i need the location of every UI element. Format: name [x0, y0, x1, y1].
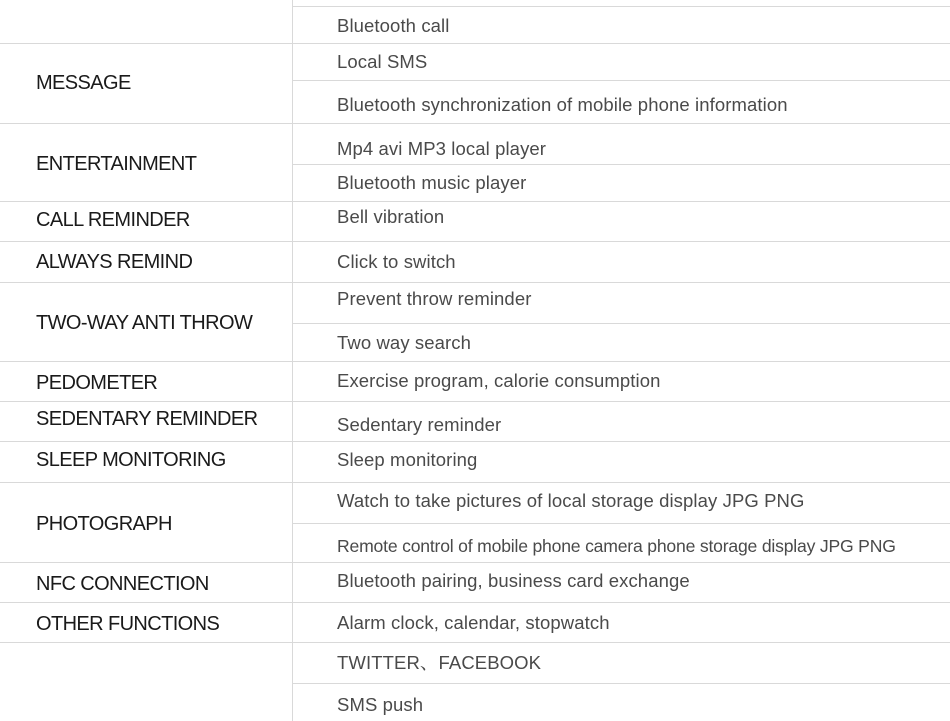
feature-label-always-remind: ALWAYS REMIND: [36, 251, 193, 273]
feature-detail: Two way search: [337, 332, 472, 353]
row-divider: [292, 523, 950, 524]
feature-label-two-way-anti-throw: TWO-WAY ANTI THROW: [36, 312, 253, 334]
row-divider: [292, 323, 950, 324]
row-divider: [0, 43, 950, 44]
feature-detail: Watch to take pictures of local storage display JPG PNG: [337, 490, 805, 511]
feature-label-sleep-monitoring: SLEEP MONITORING: [36, 449, 226, 471]
row-divider: [292, 164, 950, 165]
row-divider: [0, 241, 950, 242]
feature-detail: Sedentary reminder: [337, 414, 502, 435]
feature-detail: Bluetooth pairing, business card exchange: [337, 570, 690, 591]
feature-label-entertainment: ENTERTAINMENT: [36, 153, 197, 175]
feature-detail: TWITTER、FACEBOOK: [337, 652, 542, 673]
feature-detail: Bell vibration: [337, 206, 445, 227]
row-divider: [292, 683, 950, 684]
feature-label-photograph: PHOTOGRAPH: [36, 513, 172, 535]
feature-label-pedometer: PEDOMETER: [36, 372, 158, 394]
feature-label-sedentary-reminder: SEDENTARY REMINDER: [36, 408, 258, 430]
feature-label-other-functions: OTHER FUNCTIONS: [36, 613, 220, 635]
feature-detail: Local SMS: [337, 51, 428, 72]
feature-detail: Prevent throw reminder: [337, 288, 532, 309]
feature-detail: Bluetooth synchronization of mobile phone information: [337, 94, 788, 115]
row-divider: [0, 401, 950, 402]
feature-detail: Alarm clock, calendar, stopwatch: [337, 612, 610, 633]
row-divider: [292, 80, 950, 81]
row-divider: [0, 441, 950, 442]
feature-detail: Bluetooth music player: [337, 172, 527, 193]
feature-label-message: MESSAGE: [36, 72, 131, 94]
feature-label-nfc-connection: NFC CONNECTION: [36, 573, 209, 595]
row-divider: [0, 361, 950, 362]
row-divider: [0, 602, 950, 603]
row-divider: [0, 201, 950, 202]
row-divider: [0, 123, 950, 124]
feature-label-call-reminder: CALL REMINDER: [36, 209, 190, 231]
feature-detail: Exercise program, calorie consumption: [337, 370, 661, 391]
row-divider: [0, 482, 950, 483]
feature-detail: Mp4 avi MP3 local player: [337, 138, 547, 159]
row-divider: [0, 642, 950, 643]
feature-detail: Remote control of mobile phone camera phone storage display JPG PNG: [337, 536, 896, 556]
row-divider: [0, 282, 950, 283]
feature-detail: Bluetooth call: [337, 15, 450, 36]
row-divider: [292, 6, 950, 7]
feature-detail: SMS push: [337, 694, 424, 715]
row-divider: [0, 562, 950, 563]
feature-detail: Click to switch: [337, 251, 456, 272]
feature-detail: Sleep monitoring: [337, 449, 478, 470]
